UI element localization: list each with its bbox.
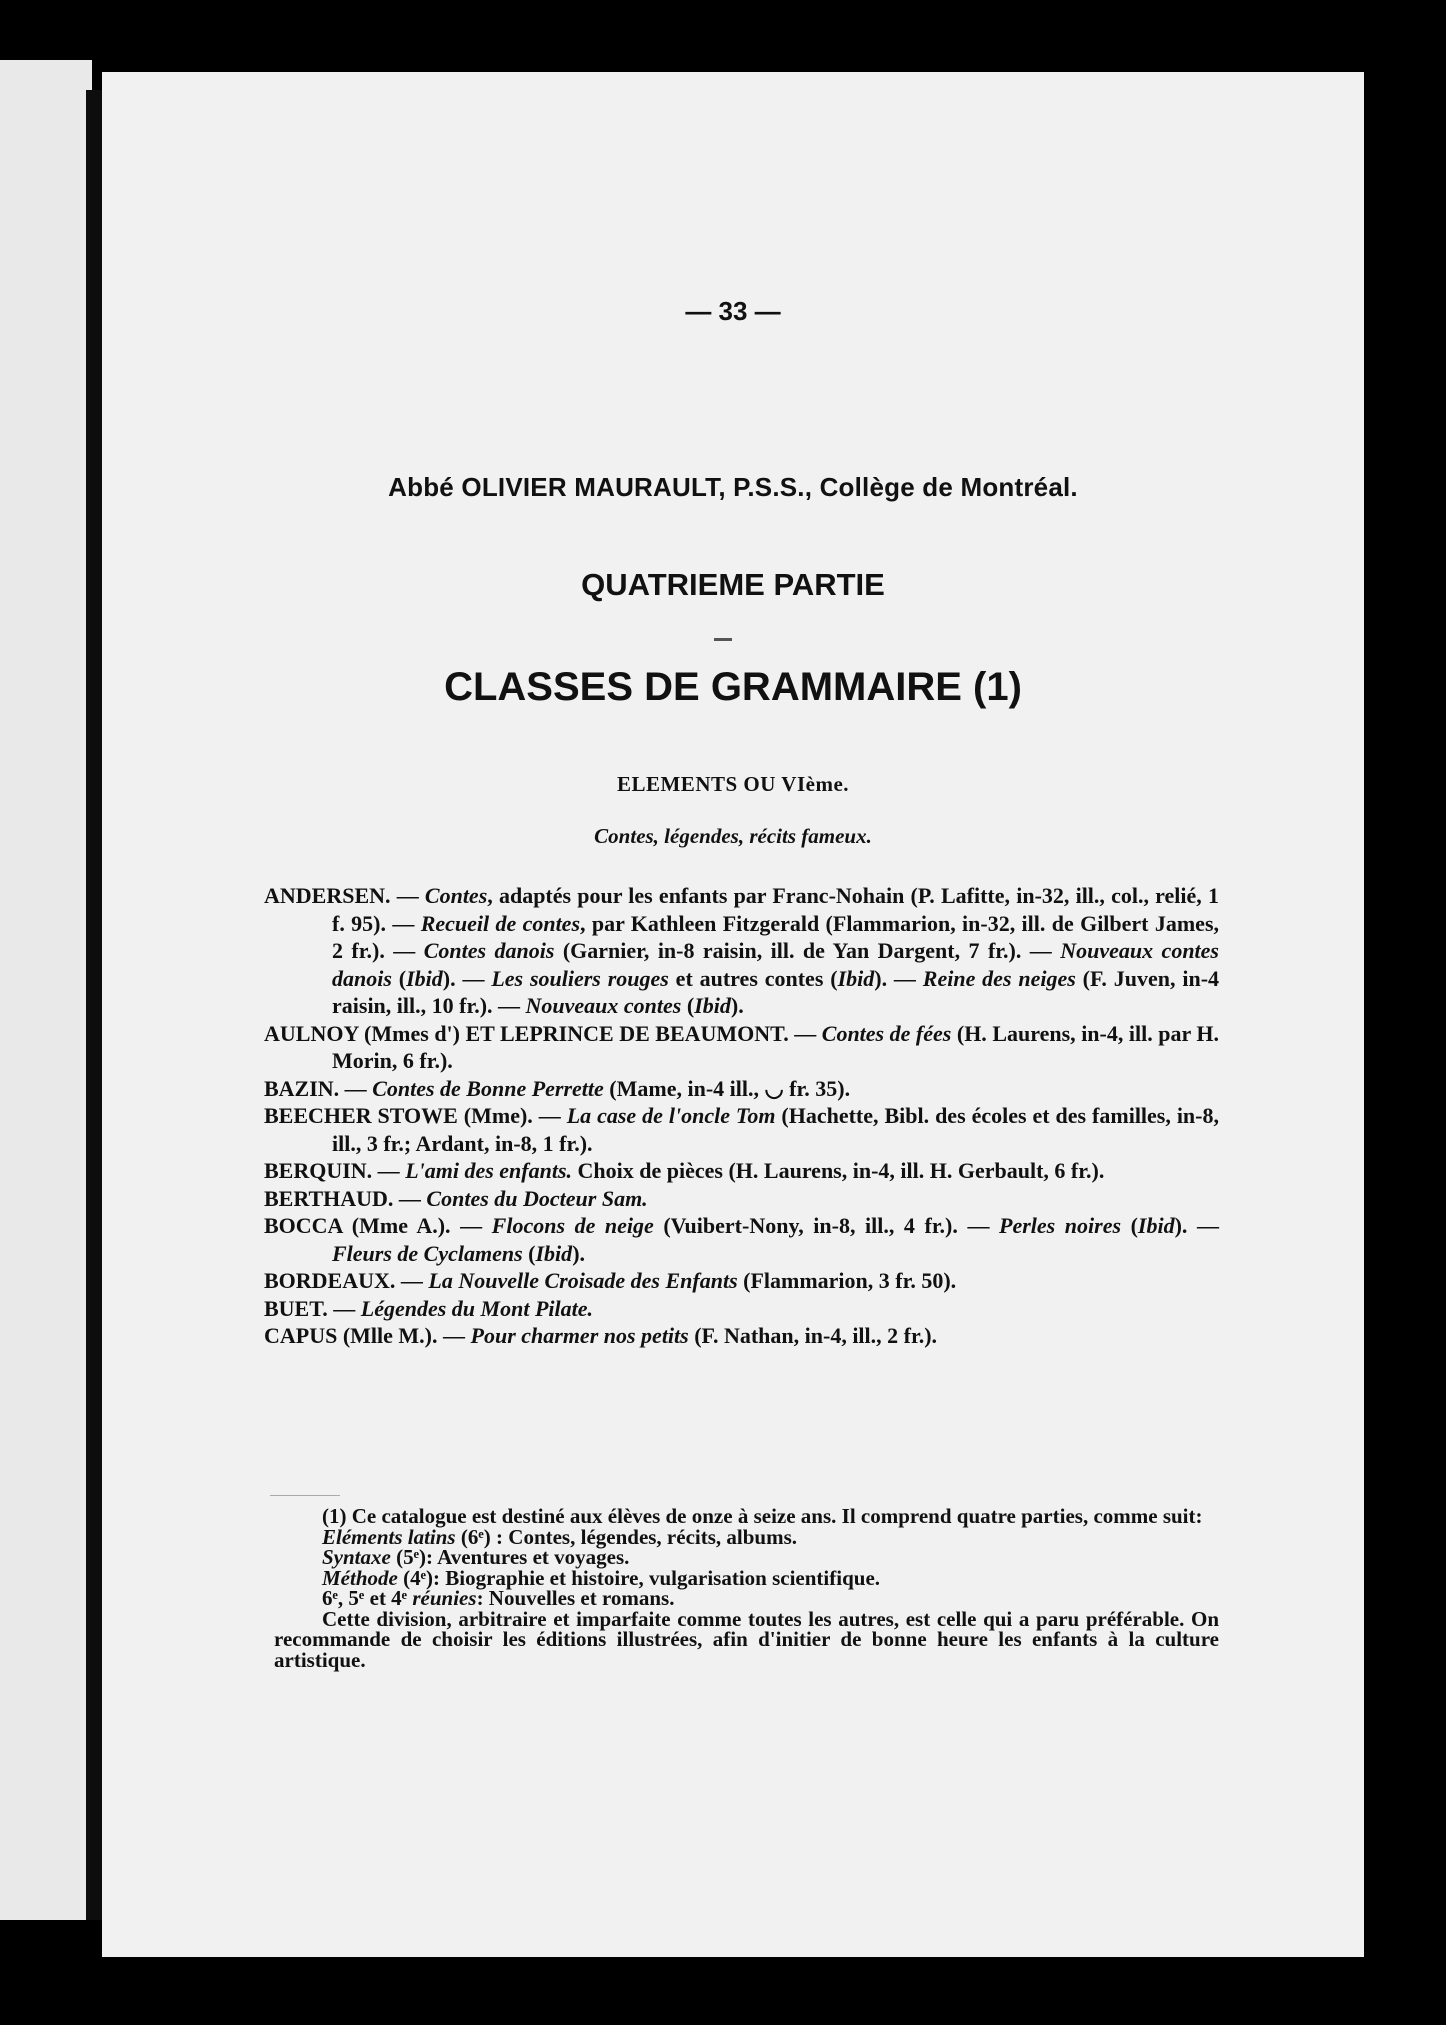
part-heading: QUATRIEME PARTIE (581, 567, 885, 602)
text-run: ). — (1174, 1213, 1219, 1238)
text-run: BERTHAUD. — (264, 1185, 427, 1211)
text-run: (F. Juven, in-4 raisin, ill., 10 fr.). — (332, 965, 1220, 1018)
italic-text: Contes (424, 883, 488, 908)
text-run: ). — (442, 965, 492, 991)
text-run: CAPUS (Mlle M.). — (264, 1323, 471, 1348)
separator-rule (714, 638, 732, 641)
italic-text: réunies (412, 1586, 477, 1610)
italic-text: Ibid (694, 993, 731, 1018)
italic-text: Syntaxe (322, 1545, 391, 1569)
text-run: ANDERSEN. — (264, 883, 425, 908)
footnote-list-item (274, 1547, 1219, 1568)
catalogue-entry (264, 882, 1219, 1020)
italic-text: Ibid (535, 1240, 573, 1266)
text-run: BOCCA (Mme A.). — (264, 1213, 492, 1238)
left-page-edge (0, 60, 92, 1920)
italic-text: Contes de fées (821, 1020, 952, 1046)
text-run: ( (522, 1240, 536, 1266)
binding-shadow (86, 90, 102, 1920)
catalogue-entries (264, 882, 1219, 1350)
footnote-list-item (274, 1588, 1219, 1609)
text-run: BAZIN. — (264, 1075, 373, 1101)
text-run: Choix de pièces (H. Laurens, in-4, ill. H. Gerbault, 6 fr.). (572, 1158, 1105, 1183)
catalogue-entry (264, 1020, 1219, 1075)
text-run: ( (1121, 1213, 1138, 1238)
footnote (274, 1506, 1219, 1670)
catalogue-entry (264, 1075, 1219, 1103)
italic-text: Contes danois (423, 938, 555, 963)
italic-text: Contes du Docteur Sam. (426, 1185, 648, 1211)
book-page (102, 72, 1364, 1957)
text-run: BORDEAUX. — (264, 1268, 429, 1293)
catalogue-entry (264, 1295, 1219, 1323)
author-line: Abbé OLIVIER MAURAULT, P.S.S., Collège de Montréal. (388, 472, 1078, 502)
text-run: (Mame, in-4 ill., ◡ fr. 35). (603, 1075, 851, 1101)
text-run: (Vuibert-Nony, in-8, ill., 4 fr.). — (653, 1213, 1000, 1238)
italic-text: Recueil de contes (420, 910, 581, 936)
text-run: (F. Nathan, in-4, ill., 2 fr.). (688, 1323, 938, 1348)
text-run: (Garnier, in-8 raisin, ill. de Yan Dargent, 7 fr.). — (554, 938, 1061, 963)
italic-text: L'ami des enfants. (405, 1158, 573, 1183)
text-run: ( (391, 965, 407, 991)
text-run: , par Kathleen Fitzgerald (Flammarion, in-32, ill. de Gilbert James, 2 fr.). — (332, 910, 1220, 963)
section-heading: ELEMENTS OU VIème. (616, 772, 850, 796)
italic-text: Nouveaux contes danois (332, 938, 1219, 991)
italic-text: Pour charmer nos petits (470, 1323, 689, 1348)
italic-text: La case de l'oncle Tom (566, 1103, 776, 1128)
catalogue-entry (264, 1267, 1219, 1295)
page-number: — 33 — (685, 296, 781, 326)
italic-text: Flocons de neige (491, 1213, 654, 1238)
italic-text: Nouveaux contes (525, 993, 682, 1018)
text-run: (Flammarion, 3 fr. 50). (737, 1268, 957, 1293)
catalogue-entry (264, 1322, 1219, 1350)
italic-text: Légendes du Mont Pilate. (360, 1295, 593, 1321)
text-run: (H. Laurens, in-4, ill. par H. Morin, 6 fr.). (332, 1020, 1219, 1073)
text-run: ( (681, 993, 695, 1018)
text-run: (4ᵉ): Biographie et histoire, vulgarisation scientifique. (397, 1565, 881, 1590)
italic-text: Ibid (837, 965, 875, 991)
italic-text: Contes de Bonne Perrette (372, 1075, 604, 1101)
italic-text: Les souliers rouges (491, 965, 669, 991)
text-run: BEECHER STOWE (Mme). — (264, 1103, 567, 1128)
italic-text: Méthode (322, 1565, 398, 1590)
text-run: ). (730, 993, 744, 1018)
italic-text: Perles noires (999, 1213, 1122, 1238)
catalogue-entry (264, 1157, 1219, 1185)
catalogue-entry (264, 1212, 1219, 1267)
text-run: BUET. — (264, 1295, 361, 1321)
text-run: (5ᵉ): Aventures et voyages. (390, 1545, 630, 1569)
text-run: et autres contes ( (668, 965, 838, 991)
italic-text: Fleurs de Cyclamens (332, 1240, 523, 1266)
text-run: (Hachette, Bibl. des écoles et des familles, in-8, ill., 3 fr.; Ardant, in-8, 1 fr.). (332, 1103, 1219, 1156)
footnote-rule (270, 1495, 340, 1496)
footnote-closing: Cette division, arbitraire et imparfaite comme toutes les autres, est celle qui a paru préférable. On recommande de choisir les éditions illustrées, afin d'initier de bonne heure les enfants à la culture artistique. (274, 1606, 1219, 1672)
catalogue-entry (264, 1185, 1219, 1213)
scan-border-right (1364, 60, 1446, 2025)
footnote-list (274, 1524, 1219, 1610)
catalogue-entry (264, 1102, 1219, 1157)
italic-text: Ibid (406, 965, 443, 991)
italic-text: Ibid (1137, 1213, 1175, 1238)
italic-text: Eléments latins (322, 1524, 456, 1549)
italic-text: La Nouvelle Croisade des Enfants (428, 1268, 738, 1293)
footnote-list-item (274, 1524, 1219, 1549)
text-run: ). (572, 1240, 586, 1266)
footnote-intro: (1) Ce catalogue est destiné aux élèves de onze à seize ans. Il comprend quatre parties, comme suit: (322, 1504, 1203, 1528)
text-run: BERQUIN. — (264, 1158, 406, 1183)
text-run: AULNOY (Mmes d') ET LEPRINCE DE BEAUMONT. — (264, 1020, 822, 1046)
text-run: , adaptés pour les enfants par Franc-Nohain (P. Lafitte, in-32, ill., col., relié, 1 f. 95). — (332, 883, 1219, 936)
text-run: (6ᵉ) : Contes, légendes, récits, albums. (455, 1524, 798, 1549)
text-run: ). — (874, 965, 923, 991)
italic-text: Reine des neiges (922, 965, 1076, 991)
text-run: 6ᵉ, 5ᵉ et 4ᵉ (322, 1586, 413, 1610)
main-title: CLASSES DE GRAMMAIRE (1) (444, 665, 1022, 709)
text-run: : Nouvelles et romans. (476, 1586, 675, 1610)
subsection-heading: Contes, légendes, récits fameux. (594, 824, 872, 848)
scan-border-bottom (0, 1957, 1446, 2025)
footnote-list-item (274, 1565, 1219, 1590)
